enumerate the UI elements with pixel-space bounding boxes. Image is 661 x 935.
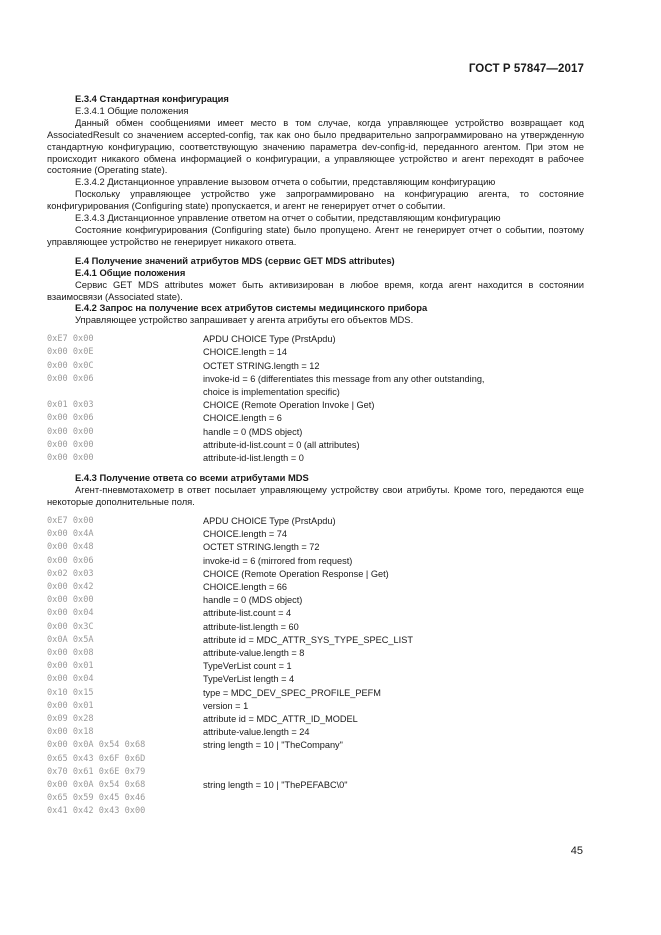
hex-bytes: 0x00 0x0A 0x54 0x68 [47, 740, 146, 751]
field-description: APDU CHOICE Type (PrstApdu) [203, 334, 336, 345]
paragraph: Поскольку управляющее устройство уже запрограммировано на конфигурацию агента, то состояние конфигурирования (Configuring state) пропускается, и агент не генерирует отчет о событии. [47, 188, 584, 212]
hex-bytes: 0x0A 0x5A [47, 634, 94, 645]
hex-bytes: 0x70 0x61 0x6E 0x79 [47, 766, 146, 777]
field-description: TypeVerList length = 4 [203, 674, 295, 685]
hex-bytes: 0x00 0x0C [47, 360, 94, 371]
table-row [47, 660, 583, 673]
subsection-heading: E.4.2 Запрос на получение всех атрибутов системы медицинского прибора [75, 302, 428, 314]
field-description: CHOICE.length = 74 [203, 529, 288, 540]
hex-bytes: 0x00 0x06 [47, 373, 94, 384]
table-row [47, 360, 583, 373]
field-description: invoke-id = 6 (mirrored from request) [203, 555, 353, 566]
paragraph: Состояние конфигурирования (Configuring state) было пропущено. Агент не генерирует отчет о событии, поэтому управляющее устройство не генерирует никакого ответа. [47, 223, 584, 247]
hex-bytes: 0x01 0x03 [47, 400, 94, 411]
field-description: attribute id = MDC_ATTR_SYS_TYPE_SPEC_LIST [203, 634, 413, 645]
table-row [47, 581, 583, 594]
hex-bytes: 0x00 0x00 [47, 426, 94, 437]
table-row [47, 687, 583, 700]
table-row [47, 412, 583, 425]
paragraph: Агент-пневмотахометр в ответ посылает управляющему устройству свои атрибуты. Кроме того, передаются еще некоторые дополнительные поля. [47, 484, 584, 508]
subsection-heading: E.3.4.3 Дистанционное управление ответом на отчет о событии, представляющим конфигурацию [75, 212, 501, 224]
table-row [47, 515, 583, 528]
table-row [47, 726, 583, 739]
paragraph: Управляющее устройство запрашивает у агента атрибуты его объектов MDS. [75, 314, 414, 326]
document-number: ГОСТ Р 57847—2017 [468, 63, 584, 75]
field-description: handle = 0 (MDS object) [203, 426, 303, 437]
hex-bytes: 0x10 0x15 [47, 687, 94, 698]
field-description: attribute-id-list.length = 0 [203, 453, 304, 464]
page-content [47, 93, 584, 823]
table-row [47, 373, 583, 386]
hex-bytes: 0xE7 0x00 [47, 515, 94, 526]
field-description: CHOICE.length = 14 [203, 347, 288, 358]
hex-bytes: 0x00 0x04 [47, 608, 94, 619]
field-description: CHOICE (Remote Operation Response | Get) [203, 568, 389, 579]
field-description [203, 792, 583, 805]
table-row [47, 541, 583, 554]
field-description: attribute id = MDC_ATTR_ID_MODEL [203, 714, 358, 725]
table-row [47, 713, 583, 726]
hex-bytes: 0x00 0x0A 0x54 0x68 [47, 780, 146, 791]
hex-dump-table [47, 515, 583, 819]
table-row [47, 426, 583, 439]
field-description: string length = 10 | "ThePEFABC\0" [203, 780, 348, 791]
table-row [47, 766, 583, 779]
hex-bytes: 0x00 0x4A [47, 529, 94, 540]
field-description: version = 1 [203, 700, 249, 711]
hex-bytes: 0x00 0x00 [47, 439, 94, 450]
hex-bytes: 0x00 0x00 [47, 453, 94, 464]
table-row [47, 634, 583, 647]
field-description: attribute-value.length = 8 [203, 648, 305, 658]
table-row [47, 439, 583, 452]
table-row [47, 739, 583, 752]
field-description: OCTET STRING.length = 72 [203, 542, 320, 553]
subsection-heading: E.3.4.1 Общие положения [75, 104, 189, 116]
hex-bytes: 0x00 0x48 [47, 542, 94, 553]
field-description [203, 766, 583, 779]
table-row [47, 805, 583, 818]
hex-bytes: 0x02 0x03 [47, 568, 94, 579]
hex-bytes: 0x00 0x0E [47, 347, 94, 358]
hex-dump-table [47, 333, 583, 465]
hex-bytes: 0x00 0x06 [47, 413, 94, 424]
table-row [47, 607, 583, 620]
paragraph: Данный обмен сообщениями имеет место в том случае, когда управляющее устройство возвращает код AssociatedResult со значением accepted-config, так как оно было предварительно запрограммировано на утвержденную стандартную конфигурацию, соответствующую значению параметра dev-config-id, переданного агентом. При этом не происходит никакого обмена информацией о конфигурации, а управляющее устройство и агент переходят в рабочее состояние (Operating state). [47, 116, 584, 176]
field-description: string length = 10 | "TheCompany" [203, 740, 343, 751]
table-row [47, 333, 583, 346]
field-description: attribute-list.count = 4 [203, 608, 292, 619]
hex-bytes: 0x00 0x01 [47, 700, 94, 711]
field-description [203, 753, 583, 766]
field-description: TypeVerList count = 1 [203, 661, 292, 672]
field-description: type = MDC_DEV_SPEC_PROFILE_PEFM [203, 687, 381, 698]
field-description: invoke-id = 6 (differentiates this message from any other outstanding, [203, 373, 485, 384]
page-number: 45 [570, 845, 583, 857]
hex-bytes: 0x00 0x01 [47, 661, 94, 672]
field-description [203, 805, 583, 818]
subsection-heading: E.4.3 Получение ответа со всеми атрибутами MDS [75, 472, 309, 484]
table-row [47, 594, 583, 607]
hex-bytes: 0x00 0x3C [47, 621, 94, 632]
table-row [47, 346, 583, 359]
hex-bytes: 0x00 0x00 [47, 595, 94, 606]
subsection-heading: E.3.4.2 Дистанционное управление вызовом отчета о событии, представляющим конфигурацию [75, 176, 496, 188]
subsection-heading: E.4.1 Общие положения [75, 266, 186, 278]
hex-bytes: 0x00 0x04 [47, 674, 94, 685]
table-row [47, 555, 583, 568]
table-row [47, 647, 583, 660]
table-row [47, 568, 583, 581]
table-row [47, 753, 583, 766]
hex-bytes: 0x00 0x08 [47, 648, 94, 658]
section-heading: E.4 Получение значений атрибутов MDS (сервис GET MDS attributes) [75, 254, 395, 266]
field-description: APDU CHOICE Type (PrstApdu) [203, 515, 336, 526]
field-description: OCTET STRING.length = 12 [203, 360, 320, 371]
hex-bytes: 0x00 0x06 [47, 555, 94, 566]
table-row [47, 700, 583, 713]
paragraph: Сервис GET MDS attributes может быть активизирован в любое время, когда агент находится в состоянии взаимосвязи (Associated state). [47, 278, 584, 302]
hex-bytes: 0x65 0x43 0x6F 0x6D [47, 753, 146, 764]
table-row [47, 452, 583, 465]
table-row [47, 779, 583, 792]
hex-bytes: 0x00 0x18 [47, 727, 94, 738]
hex-bytes: 0x09 0x28 [47, 714, 94, 725]
hex-bytes [47, 386, 203, 399]
field-description: handle = 0 (MDS object) [203, 595, 303, 606]
table-row [47, 386, 583, 399]
hex-bytes: 0x00 0x42 [47, 581, 94, 592]
field-description: choice is implementation specific) [203, 387, 340, 398]
field-description: attribute-list.length = 60 [203, 621, 299, 632]
field-description: CHOICE.length = 6 [203, 413, 282, 424]
field-description: attribute-value.length = 24 [203, 727, 310, 738]
field-description: CHOICE (Remote Operation Invoke | Get) [203, 400, 375, 411]
table-row [47, 673, 583, 686]
table-row [47, 621, 583, 634]
field-description: attribute-id-list.count = 0 (all attributes) [203, 439, 360, 450]
hex-bytes: 0x41 0x42 0x43 0x00 [47, 806, 146, 817]
section-heading: E.3.4 Стандартная конфигурация [75, 93, 229, 104]
table-row [47, 528, 583, 541]
hex-bytes: 0xE7 0x00 [47, 334, 94, 345]
field-description: CHOICE.length = 66 [203, 581, 288, 592]
table-row [47, 399, 583, 412]
table-row [47, 792, 583, 805]
hex-bytes: 0x65 0x59 0x45 0x46 [47, 793, 146, 804]
